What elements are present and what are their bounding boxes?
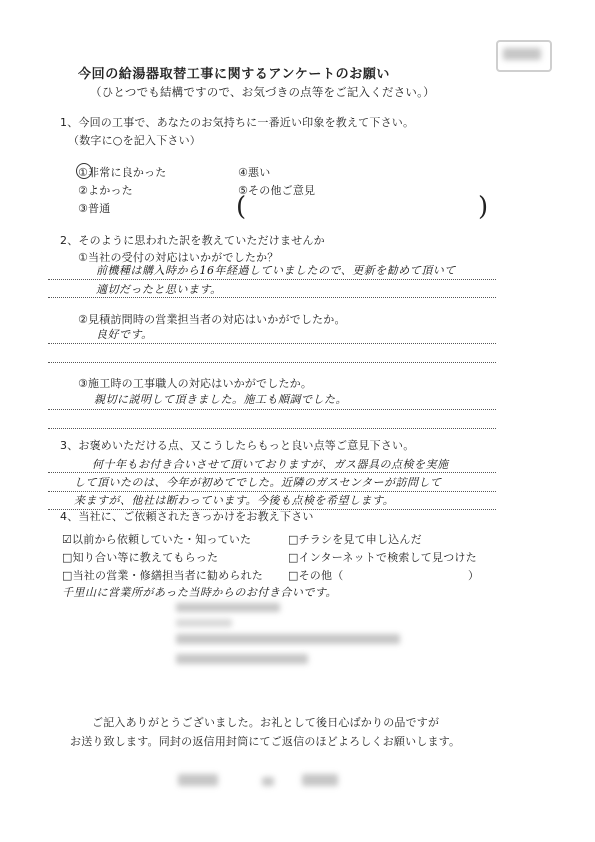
q4-other-close-paren: ） [468, 569, 480, 582]
q4-option-internet: □インターネットで検索して見つけた [288, 551, 477, 564]
answer-line [48, 428, 496, 429]
page-title: 今回の給湯器取替工事に関するアンケートのお願い [78, 67, 391, 82]
q1-option-5: ⑤その他ご意見 [238, 184, 316, 197]
q2-sub2: ②見積訪問時の営業担当者の対応はいかがでしたか。 [78, 313, 346, 326]
q3-answer-line3: 来ますが、他社は断わっています。今後も点検を希望します。 [74, 494, 395, 507]
q4-option-sales-staff: □当社の営業・修繕担当者に勧められた [62, 569, 263, 582]
q1-other-open-paren: ( [236, 192, 247, 222]
q1-option-3: ③普通 [78, 202, 111, 215]
redacted-info [176, 654, 308, 664]
answer-line [48, 472, 496, 473]
q2-sub1: ①当社の受付の対応はいかがでしたか？ [78, 251, 279, 264]
redacted-footer [262, 777, 274, 786]
answer-line [48, 297, 496, 298]
answer-line [48, 409, 496, 410]
answer-line [48, 362, 496, 363]
q4-option-other: □その他（ [288, 569, 344, 582]
q3-question: 3、お褒めいただける点、又こうしたらもっと良い点等ご意見下さい。 [60, 439, 415, 452]
q1-other-close-paren: ) [478, 192, 489, 222]
q2-sub3: ③施工時の工事職人の対応はいかがでしたか。 [78, 377, 313, 390]
q1-question: 1、今回の工事で、あなたのお気持ちに一番近い印象を教えて下さい。 [60, 116, 415, 129]
q2-answer3: 親切に説明して頂きました。施工も順調でした。 [94, 393, 347, 406]
q1-instruction: （数字に○を記入下さい） [68, 134, 201, 147]
redacted-stamp-mark [503, 48, 541, 60]
redacted-info [176, 634, 400, 644]
redacted-info [176, 619, 232, 627]
q4-option-acquaintance: □知り合い等に教えてもらった [62, 551, 219, 564]
q4-option-flyer: □チラシを見て申し込んだ [288, 533, 422, 546]
closing-line-2: お送り致します。同封の返信用封筒にてご返信のほどよろしくお願いします。 [70, 735, 461, 748]
q4-question: 4、当社に、ご依頼されたきっかけをお教え下さい [60, 510, 314, 523]
q1-option-1: ①非常に良かった [78, 166, 167, 179]
q3-answer-line2: して頂いたのは、今年が初めてでした。近隣のガスセンターが訪問して [74, 476, 442, 489]
answer-line [48, 279, 496, 280]
page-subtitle: （ひとつでも結構ですので、お気づきの点等をご記入ください。） [90, 85, 435, 99]
redacted-info [176, 603, 280, 612]
q2-answer1-line1: 前機種は購入時から16年経過していましたので、更新を勧めて頂いて [96, 264, 456, 277]
q1-option-4: ④悪い [238, 166, 271, 179]
closing-line-1: ご記入ありがとうございました。お礼として後日心ばかりの品ですが [92, 716, 440, 729]
q2-answer2: 良好です。 [96, 328, 153, 341]
q2-answer1-line2: 適切だったと思います。 [96, 283, 222, 296]
q4-option-previous: ☑以前から依頼していた・知っていた [62, 533, 252, 546]
q3-answer-line1: 何十年もお付き合いさせて頂いておりますが、ガス器具の点検を実施 [92, 458, 449, 471]
redacted-footer [178, 774, 218, 786]
q1-option-2: ②よかった [78, 184, 133, 197]
redacted-footer [302, 774, 338, 786]
q4-handwritten-answer: 千里山に営業所があった当時からのお付き合いです。 [62, 586, 338, 599]
q2-question: 2、そのように思われた訳を教えていただけませんか [60, 234, 325, 247]
answer-line [48, 343, 496, 344]
